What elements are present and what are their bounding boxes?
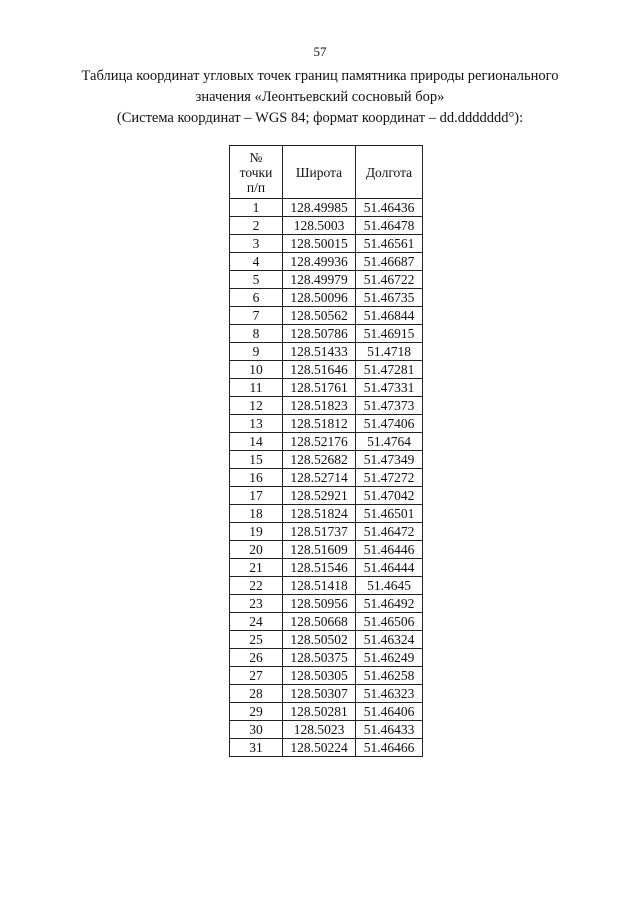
longitude-cell: 51.46735 [356,289,423,307]
point-number-cell: 28 [230,685,283,703]
point-number-cell: 1 [230,199,283,217]
header-latitude: Широта [283,146,356,199]
header-point-number-line: п/п [246,179,266,195]
table-header-row [230,146,423,199]
longitude-cell: 51.46687 [356,253,423,271]
table-row [230,559,423,577]
table-row [230,541,423,559]
longitude-cell: 51.4718 [356,343,423,361]
table-row [230,613,423,631]
longitude-cell: 51.46501 [356,505,423,523]
latitude-cell: 128.51824 [283,505,356,523]
page-number: 57 [313,44,327,59]
latitude-cell: 128.51761 [283,379,356,397]
header-longitude: Долгота [356,146,423,199]
table-row [230,235,423,253]
longitude-cell: 51.46844 [356,307,423,325]
title-line-1: Таблица координат угловых точек границ памятника природы регионального [81,68,559,84]
table-row [230,361,423,379]
longitude-cell: 51.46561 [356,235,423,253]
latitude-cell: 128.52176 [283,433,356,451]
longitude-cell: 51.46722 [356,271,423,289]
header-point-number [230,146,283,199]
table-row [230,505,423,523]
table-row [230,379,423,397]
latitude-cell: 128.50305 [283,667,356,685]
point-number-cell: 24 [230,613,283,631]
table-row [230,217,423,235]
table-row [230,667,423,685]
latitude-cell: 128.52682 [283,451,356,469]
point-number-cell: 19 [230,523,283,541]
point-number-cell: 29 [230,703,283,721]
table-row [230,451,423,469]
latitude-cell: 128.51418 [283,577,356,595]
latitude-cell: 128.51609 [283,541,356,559]
point-number-cell: 18 [230,505,283,523]
longitude-cell: 51.46472 [356,523,423,541]
table-row [230,325,423,343]
latitude-cell: 128.49985 [283,199,356,217]
longitude-cell: 51.46436 [356,199,423,217]
point-number-cell: 8 [230,325,283,343]
table-row [230,289,423,307]
longitude-cell: 51.47042 [356,487,423,505]
point-number-cell: 15 [230,451,283,469]
point-number-cell: 4 [230,253,283,271]
longitude-cell: 51.4645 [356,577,423,595]
longitude-cell: 51.47349 [356,451,423,469]
point-number-cell: 23 [230,595,283,613]
latitude-cell: 128.50502 [283,631,356,649]
table-row [230,469,423,487]
table-row [230,577,423,595]
table-row [230,253,423,271]
point-number-cell: 2 [230,217,283,235]
longitude-cell: 51.46444 [356,559,423,577]
header-point-number-line: точки [239,164,273,180]
longitude-cell: 51.46406 [356,703,423,721]
table-row [230,649,423,667]
table-row [230,721,423,739]
title-line-3: (Система координат – WGS 84; формат координат – dd.ddddddd°): [116,110,524,126]
latitude-cell: 128.50015 [283,235,356,253]
point-number-cell: 5 [230,271,283,289]
longitude-cell: 51.46506 [356,613,423,631]
table-row [230,685,423,703]
point-number-cell: 13 [230,415,283,433]
longitude-cell: 51.47331 [356,379,423,397]
point-number-cell: 21 [230,559,283,577]
longitude-cell: 51.47373 [356,397,423,415]
longitude-cell: 51.46433 [356,721,423,739]
latitude-cell: 128.51737 [283,523,356,541]
table-row [230,199,423,217]
table-row [230,271,423,289]
table-row [230,595,423,613]
longitude-cell: 51.46324 [356,631,423,649]
latitude-cell: 128.50096 [283,289,356,307]
longitude-cell: 51.46915 [356,325,423,343]
longitude-cell: 51.46446 [356,541,423,559]
latitude-cell: 128.52921 [283,487,356,505]
document-title [40,66,600,129]
point-number-cell: 27 [230,667,283,685]
longitude-cell: 51.46466 [356,739,423,757]
latitude-cell: 128.50668 [283,613,356,631]
table-row [230,703,423,721]
table-row [230,433,423,451]
point-number-cell: 11 [230,379,283,397]
latitude-cell: 128.51546 [283,559,356,577]
table-row [230,307,423,325]
longitude-cell: 51.46258 [356,667,423,685]
point-number-cell: 3 [230,235,283,253]
coordinates-table [229,145,423,757]
point-number-cell: 16 [230,469,283,487]
latitude-cell: 128.5023 [283,721,356,739]
latitude-cell: 128.50281 [283,703,356,721]
point-number-cell: 12 [230,397,283,415]
point-number-cell: 6 [230,289,283,307]
latitude-cell: 128.50562 [283,307,356,325]
point-number-cell: 20 [230,541,283,559]
longitude-cell: 51.46492 [356,595,423,613]
point-number-cell: 17 [230,487,283,505]
point-number-cell: 14 [230,433,283,451]
latitude-cell: 128.50375 [283,649,356,667]
point-number-cell: 30 [230,721,283,739]
point-number-cell: 22 [230,577,283,595]
latitude-cell: 128.51823 [283,397,356,415]
latitude-cell: 128.50224 [283,739,356,757]
latitude-cell: 128.5003 [283,217,356,235]
longitude-cell: 51.47406 [356,415,423,433]
latitude-cell: 128.49936 [283,253,356,271]
latitude-cell: 128.50786 [283,325,356,343]
table-row [230,487,423,505]
point-number-cell: 9 [230,343,283,361]
table-body [230,199,423,757]
longitude-cell: 51.47281 [356,361,423,379]
longitude-cell: 51.46249 [356,649,423,667]
table-row [230,523,423,541]
table-row [230,631,423,649]
latitude-cell: 128.50307 [283,685,356,703]
header-point-number-line: № [249,149,263,165]
point-number-cell: 31 [230,739,283,757]
latitude-cell: 128.51812 [283,415,356,433]
point-number-cell: 10 [230,361,283,379]
longitude-cell: 51.4764 [356,433,423,451]
table-row [230,343,423,361]
longitude-cell: 51.46478 [356,217,423,235]
point-number-cell: 26 [230,649,283,667]
longitude-cell: 51.46323 [356,685,423,703]
table-row [230,397,423,415]
table-row [230,739,423,757]
latitude-cell: 128.51646 [283,361,356,379]
point-number-cell: 7 [230,307,283,325]
latitude-cell: 128.52714 [283,469,356,487]
latitude-cell: 128.51433 [283,343,356,361]
point-number-cell: 25 [230,631,283,649]
latitude-cell: 128.50956 [283,595,356,613]
latitude-cell: 128.49979 [283,271,356,289]
title-line-2: значения «Леонтьевский сосновый бор» [195,89,445,105]
longitude-cell: 51.47272 [356,469,423,487]
table-row [230,415,423,433]
